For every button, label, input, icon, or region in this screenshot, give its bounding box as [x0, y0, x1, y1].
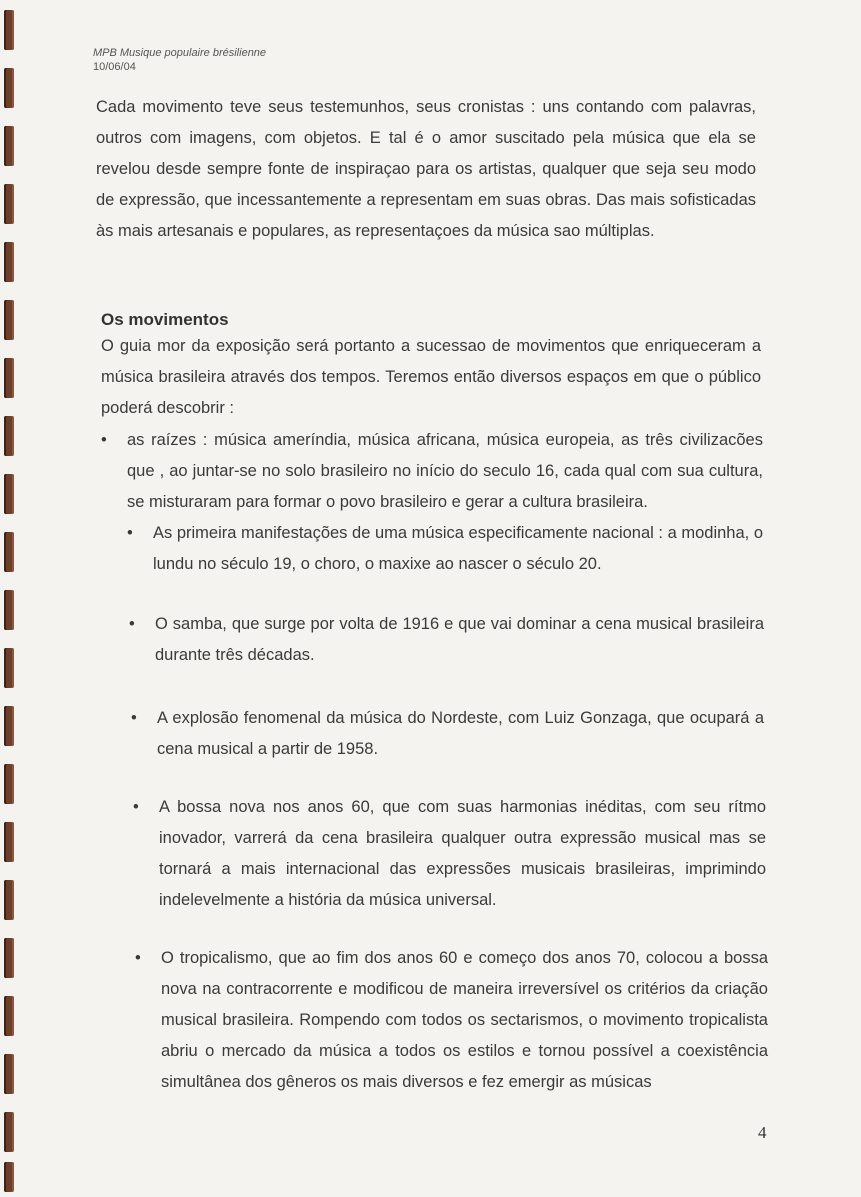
- list-item-text: A bossa nova nos anos 60, que com suas harmonias inéditas, com seu rítmo inovador, varrerá da cena brasileira qualquer outra expressão musical mas se tornará a mais internacional das expressões musicais brasileiras, imprimindo indelevelmente a história da música universal.: [159, 798, 766, 909]
- header-date: 10/06/04: [93, 61, 136, 73]
- bullet-icon: •: [131, 709, 137, 727]
- bullet-icon: •: [135, 949, 141, 967]
- list-item: [129, 609, 764, 671]
- list-item-text: As primeira manifestações de uma música especificamente nacional : a modinha, o lundu no século 19, o choro, o maxixe ao nascer o século 20.: [153, 524, 763, 573]
- bullet-icon: •: [129, 615, 135, 633]
- list-item: [127, 518, 763, 580]
- list-item-text: as raízes : música ameríndia, música africana, música europeia, as três civilizacões que , ao juntar-se no solo brasileiro no início do seculo 16, cada qual com sua cultura, se misturaram para formar o povo brasileiro e gerar a cultura brasileira.: [127, 431, 763, 511]
- list-item-text: O samba, que surge por volta de 1916 e que vai dominar a cena musical brasileira durante três décadas.: [155, 615, 764, 664]
- page-number: 4: [758, 1123, 767, 1142]
- section-heading: Os movimentos: [101, 310, 229, 329]
- section-paragraph: O guia mor da exposição será portanto a sucessao de movimentos que enriqueceram a música brasileira através dos tempos. Teremos então diversos espaços em que o público poderá descobrir :: [101, 337, 761, 417]
- bullet-icon: •: [133, 798, 139, 816]
- list-item-text: O tropicalismo, que ao fim dos anos 60 e começo dos anos 70, colocou a bossa nova na contracorrente e modificou de maneira irreversível os critérios da criação musical brasileira. Rompendo com todos os sectarismos, o movimento tropicalista abriu o mercado da música a todos os estilos e tornou possível a coexistência simultânea dos gêneros os mais diversos e fez emergir as músicas: [161, 949, 768, 1091]
- header-title: MPB Musique populaire brésilienne: [93, 47, 267, 59]
- bullet-icon: •: [127, 524, 133, 542]
- list-item: [135, 943, 768, 1098]
- list-item: [131, 703, 764, 765]
- list-item: [101, 425, 763, 518]
- bullet-icon: •: [101, 431, 107, 449]
- page-header: [93, 46, 266, 74]
- intro-paragraph: Cada movimento teve seus testemunhos, seus cronistas : uns contando com palavras, outros com imagens, com objetos. E tal é o amor suscitado pela música que ela se revelou desde sempre fonte de inspiraçao para os artistas, qualquer que seja seu modo de expressão, que incessantemente a representam em suas obras. Das mais sofisticadas às mais artesanais e populares, as representaçoes da música sao múltiplas.: [96, 98, 756, 240]
- list-item-text: A explosão fenomenal da música do Nordeste, com Luiz Gonzaga, que ocupará a cena musical a partir de 1958.: [157, 709, 764, 758]
- list-item: [133, 792, 766, 916]
